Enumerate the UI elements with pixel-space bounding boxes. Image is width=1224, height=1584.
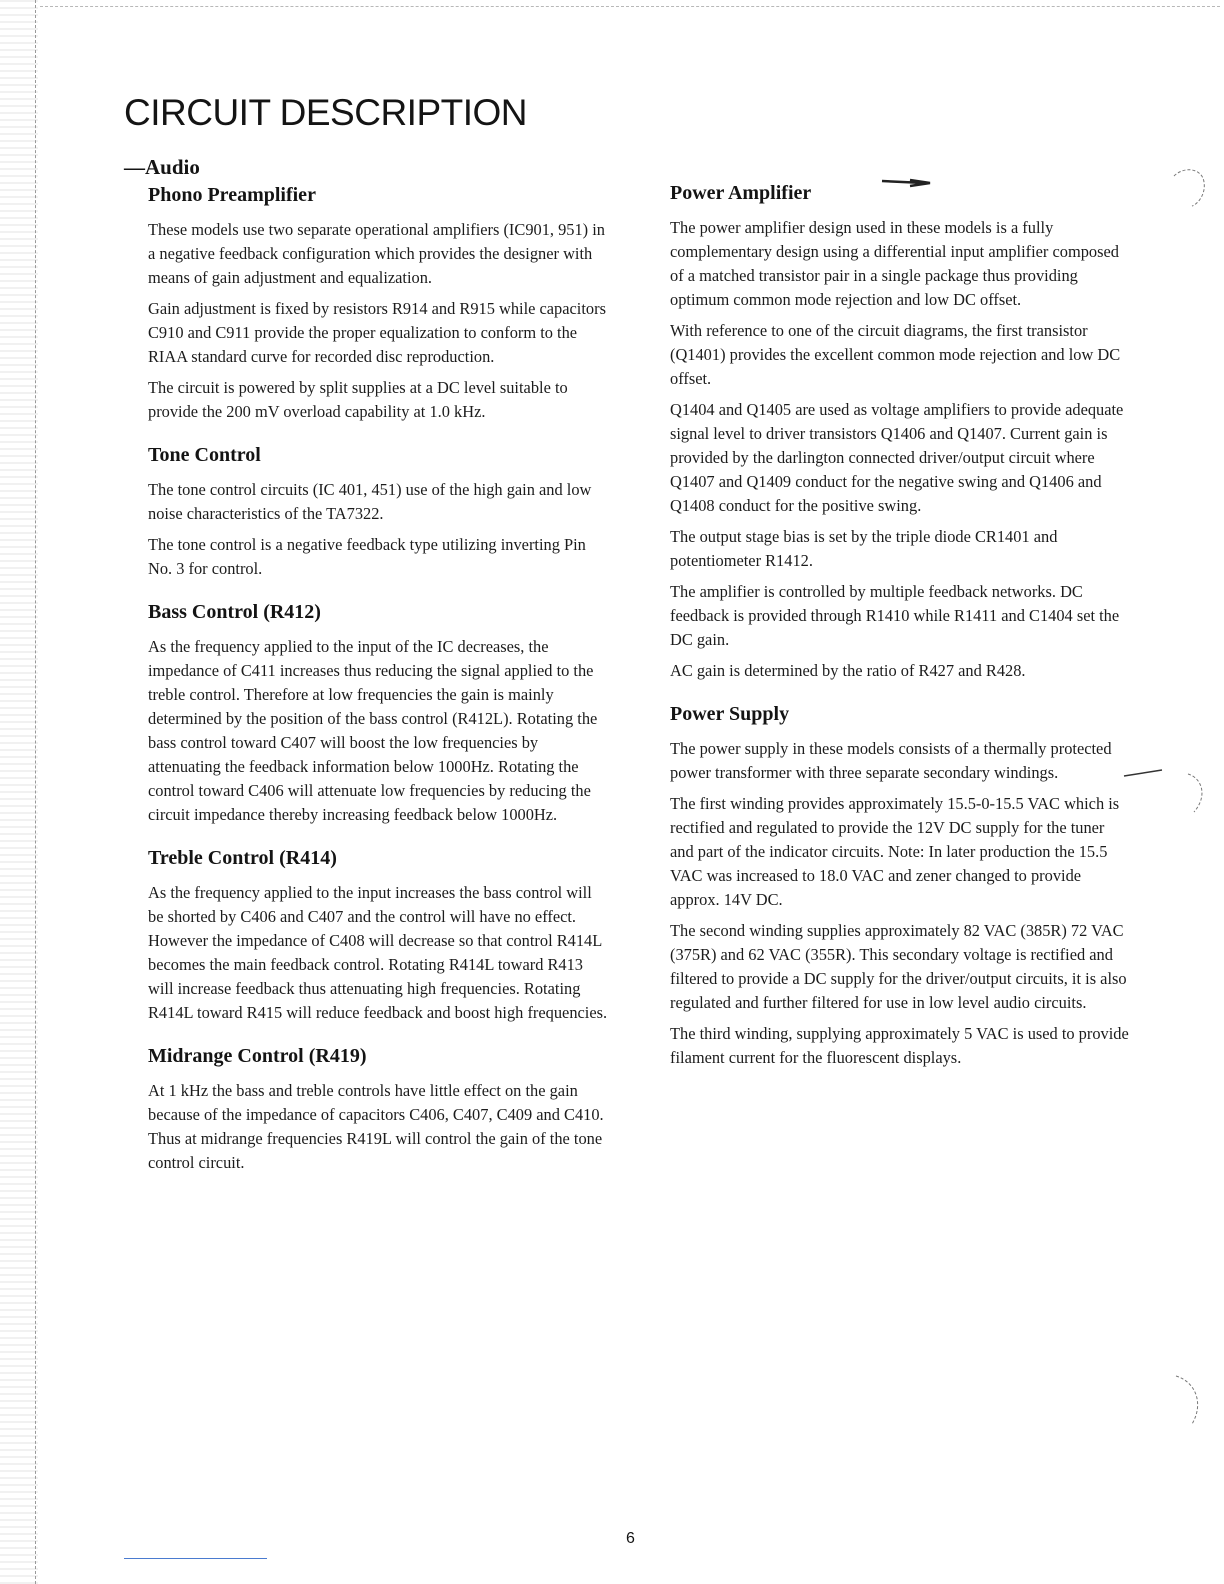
paragraph: The power amplifier design used in these models is a fully complementary design using a differential input amplifier composed of a matched transistor pair in a single package thus providing optimum common mode rejection and low DC offset. <box>670 218 1119 309</box>
bottom-rule <box>124 1558 267 1559</box>
paragraph: With reference to one of the circuit diagrams, the first transistor (Q1401) provides the excellent common mode rejection and low DC offset. <box>670 321 1121 388</box>
power-supply-section <box>670 701 1132 1070</box>
section-heading: Tone Control <box>148 444 261 466</box>
paragraph: The first winding provides approximately 15.5-0-15.5 VAC which is rectified and regulated to provide the 12V DC supply for the tuner and part of the indicator circuits. Note: In later production the 15.5 VAC was increased to 18.0 VAC and zener changed to provide approx. 14V DC. <box>670 794 1120 909</box>
scan-curl-mark-icon <box>1166 1368 1210 1430</box>
left-column <box>148 182 608 1193</box>
paragraph: The power supply in these models consists of a thermally protected power transformer with three separate secondary windings. <box>670 739 1112 782</box>
paragraph: The tone control is a negative feedback type utilizing inverting Pin No. 3 for control. <box>148 535 586 578</box>
paragraph: AC gain is determined by the ratio of R427 and R428. <box>670 661 1026 680</box>
section-heading: Phono Preamplifier <box>148 184 316 206</box>
section-heading: Bass Control (R412) <box>148 601 321 623</box>
paragraph: As the frequency applied to the input of the IC decreases, the impedance of C411 increases thus reducing the signal applied to the treble control. Therefore at low frequencies the gain is mainly determined by the position of the bass control (R412L). Rotating the bass control toward C407 will boost the low frequencies by attenuating the feedback information below 1000Hz. Rotating the control toward C406 will attenuate low frequencies by reducing the circuit impedance thereby increasing feedback below 1000Hz. <box>148 637 598 824</box>
paragraph: These models use two separate operational amplifiers (IC901, 951) in a negative feedback configuration which provides the designer with means of gain adjustment and equalization. <box>148 220 605 287</box>
paragraph: At 1 kHz the bass and treble controls have little effect on the gain because of the impedance of capacitors C406, C407, C409 and C410. Thus at midrange frequencies R419L will control the gain of the tone control circuit. <box>148 1081 604 1172</box>
power-amplifier-section <box>670 180 1132 683</box>
section-heading: Power Amplifier <box>670 182 812 204</box>
scan-curl-mark-icon <box>1168 166 1210 210</box>
paragraph: As the frequency applied to the input increases the bass control will be shorted by C406 and C407 and the control will have no effect. However the impedance of C408 will decrease so that control R414L becomes the main feedback control. Rotating R414L toward R413 will increase feedback thus attenuating high frequencies. Rotating R414L toward R415 will reduce feedback and boost high frequencies. <box>148 883 608 1022</box>
page-title: CIRCUIT DESCRIPTION <box>124 92 528 133</box>
scanned-binding-edge <box>0 0 38 1584</box>
bass-control-section <box>148 599 608 827</box>
section-heading: Power Supply <box>670 703 790 725</box>
treble-control-section <box>148 845 608 1025</box>
paragraph: The amplifier is controlled by multiple feedback networks. DC feedback is provided through R1410 while R1411 and C1404 set the DC gain. <box>670 582 1120 649</box>
section-label: —Audio <box>124 155 200 179</box>
pen-arrow-mark-icon <box>880 176 938 190</box>
paragraph: Gain adjustment is fixed by resistors R914 and R915 while capacitors C910 and C911 provide the proper equalization to conform to the RIAA standard curve for recorded disc reproduction. <box>148 299 606 366</box>
phono-preamplifier-section <box>148 182 608 424</box>
top-scan-rule <box>40 6 1220 7</box>
tone-control-section <box>148 442 608 581</box>
paragraph: The second winding supplies approximately 82 VAC (385R) 72 VAC (375R) and 62 VAC (355R). This secondary voltage is rectified and filtered to provide a DC supply for the driver/output circuits, it is also regulated and further filtered for use in low level audio circuits. <box>670 921 1127 1012</box>
paragraph: The third winding, supplying approximately 5 VAC is used to provide filament current for the fluorescent displays. <box>670 1024 1129 1067</box>
page-number: 6 <box>626 1530 635 1547</box>
section-heading: Midrange Control (R419) <box>148 1045 367 1067</box>
paragraph: The tone control circuits (IC 401, 451) use of the high gain and low noise characteristics of the TA7322. <box>148 480 592 523</box>
paragraph: The output stage bias is set by the triple diode CR1401 and potentiometer R1412. <box>670 527 1058 570</box>
scan-curl-mark-icon <box>1122 762 1214 820</box>
right-column <box>670 180 1132 1088</box>
midrange-control-section <box>148 1043 608 1175</box>
section-heading: Treble Control (R414) <box>148 847 337 869</box>
paragraph: The circuit is powered by split supplies at a DC level suitable to provide the 200 mV overload capability at 1.0 kHz. <box>148 378 568 421</box>
paragraph: Q1404 and Q1405 are used as voltage amplifiers to provide adequate signal level to driver transistors Q1406 and Q1407. Current gain is provided by the darlington connected driver/output circuit where Q1407 and Q1409 conduct for the negative swing and Q1406 and Q1408 conduct for the positive swing. <box>670 400 1124 515</box>
